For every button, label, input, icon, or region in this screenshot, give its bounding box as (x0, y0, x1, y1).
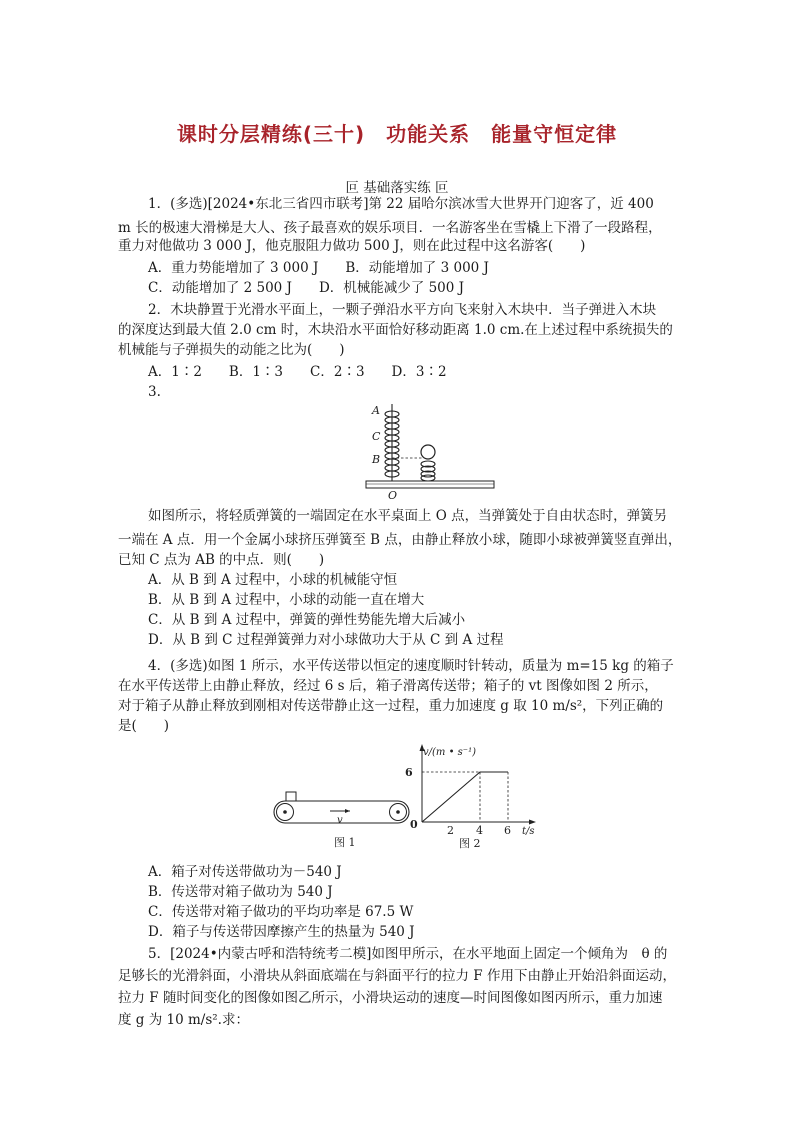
q5-line: 拉力 F 随时间变化的图像如图乙所示，小滑块运动的速度—时间图像如图丙所示，重力加速 (118, 990, 663, 1006)
q3-line: 一端在 A 点．用一个金属小球挤压弹簧至 B 点，由静止释放小球，随即小球被弹簧竖直弹出， (118, 532, 682, 548)
section-header: 叵 基础落实练 叵 (345, 180, 449, 196)
q2-line: 2．木块静置于光滑水平面上，一颗子弹沿水平方向飞来射入木块中．当子弹进入木块 (148, 302, 657, 318)
figure-2-caption: 图 2 (459, 837, 481, 850)
q4-option-b: B．传送带对箱子做功为 540 J (148, 884, 333, 900)
q2-line: 机械能与子弹损失的动能之比为( ) (118, 342, 345, 358)
q4-line: 4．(多选)如图 1 所示，水平传送带以恒定的速度顺时针转动，质量为 m=15 kg 的箱子 (148, 658, 674, 674)
origin-label: 0 (410, 818, 418, 831)
label-o: O (388, 489, 398, 502)
q3-line: 已知 C 点为 AB 的中点．则( ) (118, 552, 325, 568)
long-spring (385, 404, 399, 481)
q1-line: m 长的极速大滑梯是大人、孩子最喜欢的娱乐项目．一名游客坐在雪橇上下滑了一段路程， (118, 220, 662, 236)
y-tick-6: 6 (405, 766, 413, 779)
label-b: B (372, 453, 381, 466)
label-c: C (372, 430, 381, 443)
box (286, 792, 296, 801)
q4-option-c: C．传送带对箱子做功的平均功率是 67.5 W (148, 904, 414, 920)
page-title: 课时分层精练(三十) 功能关系 能量守恒定律 (176, 122, 618, 146)
q3-option-a: A．从 B 到 A 过程中，小球的机械能守恒 (148, 572, 398, 588)
q3-line: 如图所示，将轻质弹簧的一端固定在水平桌面上 O 点，当弹簧处于自由状态时，弹簧另 (148, 508, 668, 524)
x-tick-4: 4 (476, 824, 483, 837)
spring-figure (350, 400, 500, 502)
q4-line: 在水平传送带上由静止释放，经过 6 s 后，箱子滑离传送带；箱子的 vt 图像如图 2 所示， (118, 678, 658, 694)
q2-option-row: A．1∶2 B．1∶3 C．2∶3 D．3∶2 (148, 364, 447, 380)
x-axis-label: t/s (522, 826, 535, 837)
belt-velocity-label: v (337, 815, 343, 826)
figure-1-caption: 图 1 (334, 836, 356, 849)
conveyor-figure (270, 786, 420, 850)
q1-option-row: A．重力势能增加了 3 000 J B．动能增加了 3 000 J (148, 260, 489, 276)
y-axis-label: v/(m • s⁻¹) (423, 747, 476, 758)
compressed-spring (421, 461, 435, 481)
q3-number: 3. (148, 384, 161, 400)
q4-line: 是( ) (118, 718, 170, 734)
q5-line: 度 g 为 10 m/s².求： (118, 1012, 249, 1028)
q1-option-row: C．动能增加了 2 500 J D．机械能减少了 500 J (148, 280, 465, 296)
q4-line: 对于箱子从静止释放到刚相对传送带静止这一过程，重力加速度 g 取 10 m/s²，下列正确的 (118, 698, 664, 714)
q4-option-d: D．箱子与传送带因摩擦产生的热量为 540 J (148, 924, 415, 940)
x-tick-2: 2 (447, 824, 454, 837)
label-a: A (372, 404, 380, 417)
q5-line: 5．[2024•内蒙古呼和浩特统考二模]如图甲所示，在水平地面上固定一个倾角为 θ 的 (148, 946, 668, 962)
vt-graph (400, 742, 560, 850)
x-tick-6: 6 (504, 824, 511, 837)
q1-line: 重力对他做功 3 000 J，他克服阻力做功 500 J，则在此过程中这名游客( ) (118, 238, 586, 254)
q5-line: 足够长的光滑斜面，小滑块从斜面底端在与斜面平行的拉力 F 作用下由静止开始沿斜面运动， (118, 968, 676, 984)
q2-line: 的深度达到最大值 2.0 cm 时，木块沿水平面恰好移动距离 1.0 cm.在上述过程中系统损失的 (118, 322, 673, 338)
q3-option-c: C．从 B 到 A 过程中，弹簧的弹性势能先增大后减小 (148, 612, 466, 628)
q3-option-d: D．从 B 到 C 过程弹簧弹力对小球做功大于从 C 到 A 过程 (148, 632, 504, 648)
velocity-curve (422, 772, 508, 822)
metal-ball (421, 445, 435, 459)
q3-option-b: B．从 B 到 A 过程中，小球的动能一直在增大 (148, 592, 425, 608)
q4-option-a: A．箱子对传送带做功为－540 J (148, 864, 342, 880)
q1-line: 1．(多选)[2024•东北三省四市联考]第 22 届哈尔滨冰雪大世界开门迎客了，近 400 (148, 196, 654, 212)
